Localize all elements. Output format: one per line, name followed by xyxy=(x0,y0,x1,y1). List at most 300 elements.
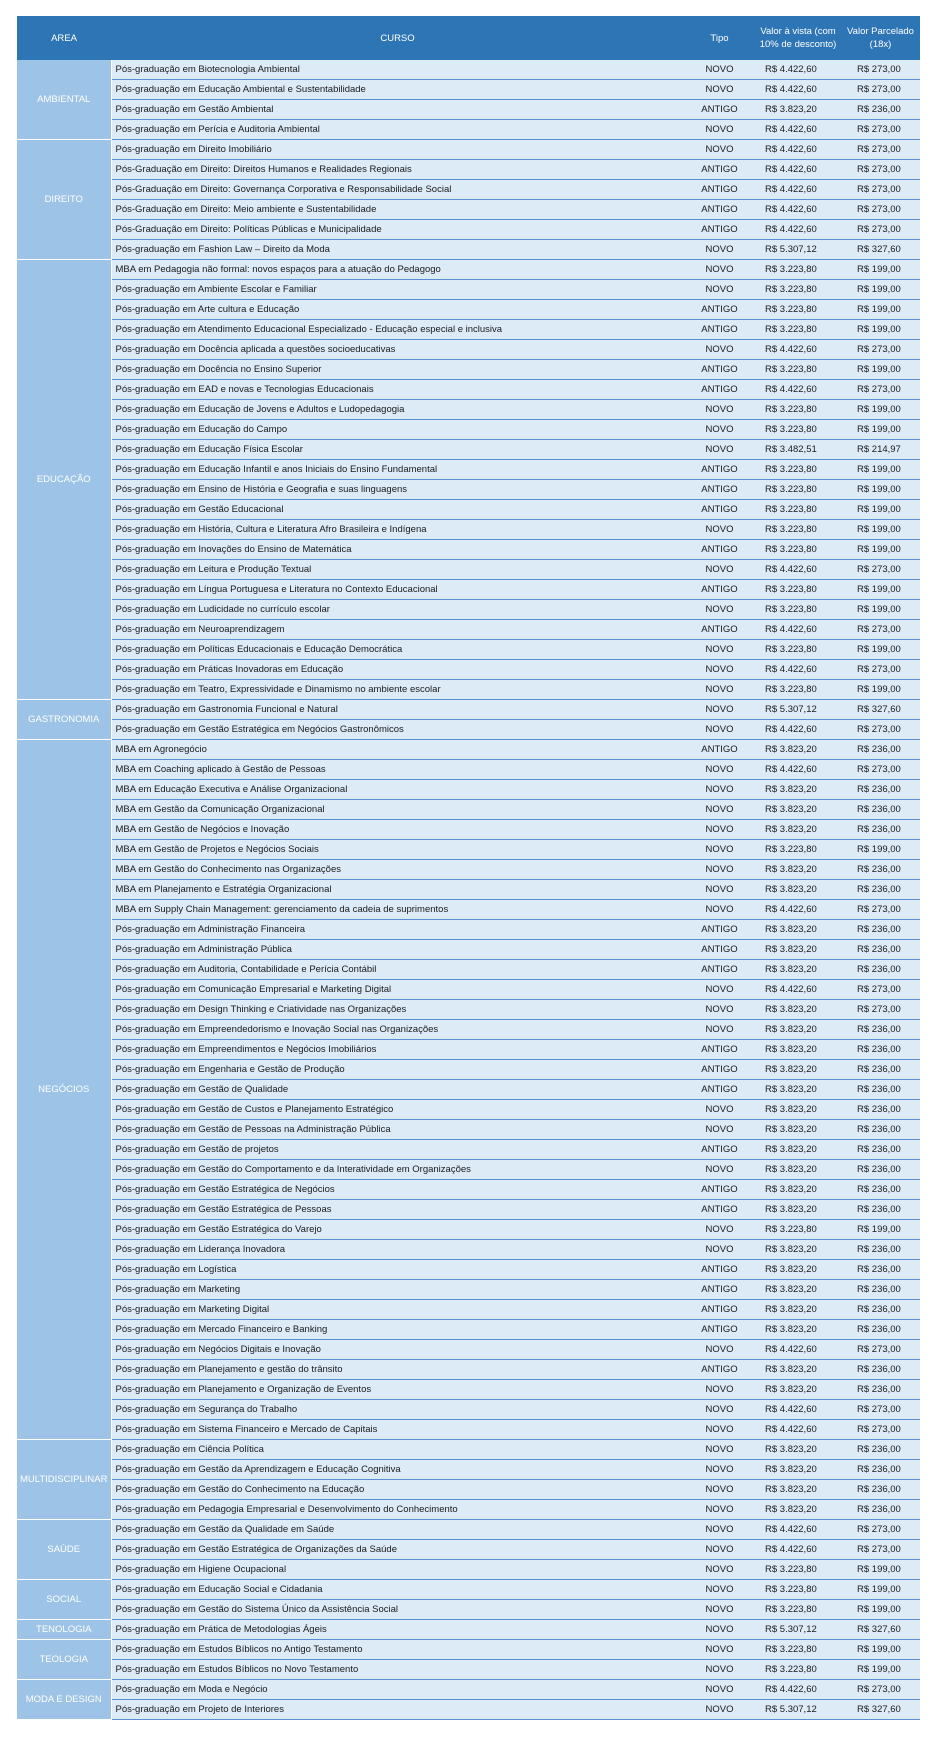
course-type-cell: NOVO xyxy=(684,1420,755,1440)
table-row xyxy=(17,160,920,180)
price-cash-cell: R$ 3.223,80 xyxy=(755,1220,841,1240)
price-installment-cell: R$ 273,00 xyxy=(841,120,920,140)
table-row xyxy=(17,280,920,300)
course-name-cell: Pós-graduação em Estudos Bíblicos no Novo Testamento xyxy=(111,1660,684,1680)
course-type-cell: ANTIGO xyxy=(684,460,755,480)
area-cell: EDUCAÇÃO xyxy=(17,260,111,700)
price-installment-cell: R$ 236,00 xyxy=(841,1020,920,1040)
course-type-cell: NOVO xyxy=(684,860,755,880)
price-cash-cell: R$ 3.823,20 xyxy=(755,1280,841,1300)
course-type-cell: ANTIGO xyxy=(684,380,755,400)
course-type-cell: NOVO xyxy=(684,1240,755,1260)
table-row xyxy=(17,180,920,200)
course-type-cell: NOVO xyxy=(684,1380,755,1400)
course-name-cell: Pós-graduação em Educação Infantil e anos Iniciais do Ensino Fundamental xyxy=(111,460,684,480)
price-installment-cell: R$ 199,00 xyxy=(841,580,920,600)
course-name-cell: MBA em Gestão do Conhecimento nas Organizações xyxy=(111,860,684,880)
course-name-cell: Pós-graduação em Fashion Law – Direito da Moda xyxy=(111,240,684,260)
table-row xyxy=(17,360,920,380)
area-cell: DIREITO xyxy=(17,140,111,260)
price-installment-cell: R$ 214,97 xyxy=(841,440,920,460)
table-row xyxy=(17,460,920,480)
course-name-cell: Pós-graduação em Higiene Ocupacional xyxy=(111,1560,684,1580)
table-row xyxy=(17,1520,920,1540)
course-type-cell: NOVO xyxy=(684,240,755,260)
price-installment-cell: R$ 273,00 xyxy=(841,1420,920,1440)
course-type-cell: NOVO xyxy=(684,420,755,440)
price-cash-cell: R$ 3.223,80 xyxy=(755,1600,841,1620)
course-type-cell: NOVO xyxy=(684,60,755,80)
course-name-cell: Pós-graduação em Gestão do Conhecimento na Educação xyxy=(111,1480,684,1500)
price-cash-cell: R$ 3.223,80 xyxy=(755,580,841,600)
table-row xyxy=(17,980,920,1000)
table-row xyxy=(17,740,920,760)
course-type-cell: NOVO xyxy=(684,760,755,780)
course-name-cell: Pós-Graduação em Direito: Direitos Humanos e Realidades Regionais xyxy=(111,160,684,180)
course-type-cell: ANTIGO xyxy=(684,480,755,500)
course-type-cell: NOVO xyxy=(684,1660,755,1680)
price-installment-cell: R$ 273,00 xyxy=(841,1000,920,1020)
course-type-cell: NOVO xyxy=(684,1520,755,1540)
course-type-cell: NOVO xyxy=(684,520,755,540)
price-installment-cell: R$ 273,00 xyxy=(841,980,920,1000)
course-name-cell: Pós-graduação em Gestão de Custos e Planejamento Estratégico xyxy=(111,1100,684,1120)
course-name-cell: Pós-graduação em Pedagogia Empresarial e Desenvolvimento do Conhecimento xyxy=(111,1500,684,1520)
price-installment-cell: R$ 199,00 xyxy=(841,400,920,420)
course-name-cell: Pós-graduação em Projeto de Interiores xyxy=(111,1700,684,1720)
course-type-cell: NOVO xyxy=(684,1120,755,1140)
course-type-cell: ANTIGO xyxy=(684,160,755,180)
course-type-cell: ANTIGO xyxy=(684,1360,755,1380)
course-type-cell: ANTIGO xyxy=(684,1200,755,1220)
price-installment-cell: R$ 199,00 xyxy=(841,1220,920,1240)
price-installment-cell: R$ 236,00 xyxy=(841,800,920,820)
price-cash-cell: R$ 3.823,20 xyxy=(755,100,841,120)
table-row xyxy=(17,1600,920,1620)
price-installment-cell: R$ 199,00 xyxy=(841,480,920,500)
course-type-cell: NOVO xyxy=(684,1500,755,1520)
course-type-cell: ANTIGO xyxy=(684,200,755,220)
price-installment-cell: R$ 199,00 xyxy=(841,280,920,300)
price-installment-cell: R$ 236,00 xyxy=(841,1060,920,1080)
course-type-cell: NOVO xyxy=(684,1640,755,1660)
price-installment-cell: R$ 273,00 xyxy=(841,760,920,780)
course-name-cell: Pós-graduação em Gestão Estratégica do Varejo xyxy=(111,1220,684,1240)
course-type-cell: NOVO xyxy=(684,1540,755,1560)
price-installment-cell: R$ 236,00 xyxy=(841,780,920,800)
table-row xyxy=(17,680,920,700)
table-row xyxy=(17,1580,920,1600)
price-installment-cell: R$ 273,00 xyxy=(841,560,920,580)
price-cash-cell: R$ 4.422,60 xyxy=(755,720,841,740)
table-row xyxy=(17,1700,920,1720)
table-row xyxy=(17,1220,920,1240)
table-row xyxy=(17,720,920,740)
course-type-cell: NOVO xyxy=(684,440,755,460)
price-installment-cell: R$ 199,00 xyxy=(841,260,920,280)
course-name-cell: Pós-graduação em Gestão Estratégica de Negócios xyxy=(111,1180,684,1200)
price-installment-cell: R$ 273,00 xyxy=(841,140,920,160)
price-cash-cell: R$ 3.223,80 xyxy=(755,520,841,540)
price-installment-cell: R$ 236,00 xyxy=(841,1300,920,1320)
course-name-cell: Pós-graduação em Gestão Ambiental xyxy=(111,100,684,120)
course-type-cell: ANTIGO xyxy=(684,580,755,600)
course-name-cell: Pós-graduação em Logística xyxy=(111,1260,684,1280)
price-cash-cell: R$ 3.482,51 xyxy=(755,440,841,460)
table-row xyxy=(17,1640,920,1660)
course-type-cell: ANTIGO xyxy=(684,1260,755,1280)
header-valor-parcelado: Valor Parcelado (18x) xyxy=(841,16,920,60)
course-type-cell: NOVO xyxy=(684,140,755,160)
course-type-cell: NOVO xyxy=(684,600,755,620)
course-name-cell: MBA em Gestão de Projetos e Negócios Sociais xyxy=(111,840,684,860)
course-name-cell: Pós-graduação em Ludicidade no currículo escolar xyxy=(111,600,684,620)
price-installment-cell: R$ 273,00 xyxy=(841,380,920,400)
price-installment-cell: R$ 199,00 xyxy=(841,540,920,560)
table-row xyxy=(17,1500,920,1520)
price-cash-cell: R$ 3.823,20 xyxy=(755,1060,841,1080)
price-installment-cell: R$ 236,00 xyxy=(841,1380,920,1400)
table-row xyxy=(17,1460,920,1480)
price-cash-cell: R$ 4.422,60 xyxy=(755,120,841,140)
price-installment-cell: R$ 199,00 xyxy=(841,1580,920,1600)
price-table-sheet xyxy=(17,16,920,1720)
table-row xyxy=(17,1060,920,1080)
price-installment-cell: R$ 273,00 xyxy=(841,200,920,220)
table-row xyxy=(17,400,920,420)
price-cash-cell: R$ 4.422,60 xyxy=(755,200,841,220)
area-cell: TEOLOGIA xyxy=(17,1640,111,1680)
price-cash-cell: R$ 4.422,60 xyxy=(755,1420,841,1440)
price-installment-cell: R$ 236,00 xyxy=(841,1100,920,1120)
price-cash-cell: R$ 4.422,60 xyxy=(755,620,841,640)
course-type-cell: ANTIGO xyxy=(684,180,755,200)
area-cell: SAÚDE xyxy=(17,1520,111,1580)
price-installment-cell: R$ 273,00 xyxy=(841,60,920,80)
price-installment-cell: R$ 236,00 xyxy=(841,1480,920,1500)
price-installment-cell: R$ 199,00 xyxy=(841,640,920,660)
course-type-cell: NOVO xyxy=(684,1440,755,1460)
course-name-cell: MBA em Agronegócio xyxy=(111,740,684,760)
course-type-cell: ANTIGO xyxy=(684,220,755,240)
course-name-cell: Pós-graduação em Administração Financeira xyxy=(111,920,684,940)
price-installment-cell: R$ 273,00 xyxy=(841,900,920,920)
price-installment-cell: R$ 199,00 xyxy=(841,320,920,340)
course-price-table xyxy=(17,16,920,1720)
price-cash-cell: R$ 3.823,20 xyxy=(755,1440,841,1460)
course-name-cell: Pós-graduação em Leitura e Produção Textual xyxy=(111,560,684,580)
course-type-cell: NOVO xyxy=(684,1000,755,1020)
course-type-cell: ANTIGO xyxy=(684,620,755,640)
price-installment-cell: R$ 236,00 xyxy=(841,1360,920,1380)
price-cash-cell: R$ 3.823,20 xyxy=(755,1460,841,1480)
table-row xyxy=(17,1340,920,1360)
price-installment-cell: R$ 199,00 xyxy=(841,300,920,320)
course-type-cell: NOVO xyxy=(684,560,755,580)
course-type-cell: NOVO xyxy=(684,1460,755,1480)
price-installment-cell: R$ 236,00 xyxy=(841,1120,920,1140)
price-installment-cell: R$ 236,00 xyxy=(841,1140,920,1160)
course-name-cell: Pós-graduação em Administração Pública xyxy=(111,940,684,960)
table-row xyxy=(17,880,920,900)
course-name-cell: MBA em Educação Executiva e Análise Organizacional xyxy=(111,780,684,800)
table-row xyxy=(17,540,920,560)
price-installment-cell: R$ 236,00 xyxy=(841,940,920,960)
course-name-cell: Pós-graduação em Empreendimentos e Negócios Imobiliários xyxy=(111,1040,684,1060)
table-row xyxy=(17,80,920,100)
course-type-cell: NOVO xyxy=(684,1620,755,1640)
course-type-cell: NOVO xyxy=(684,120,755,140)
course-name-cell: Pós-graduação em Gestão da Qualidade em Saúde xyxy=(111,1520,684,1540)
course-name-cell: Pós-graduação em Educação do Campo xyxy=(111,420,684,440)
price-cash-cell: R$ 3.823,20 xyxy=(755,1300,841,1320)
course-name-cell: Pós-graduação em Marketing xyxy=(111,1280,684,1300)
area-cell: AMBIENTAL xyxy=(17,60,111,140)
course-type-cell: NOVO xyxy=(684,840,755,860)
course-type-cell: NOVO xyxy=(684,400,755,420)
table-row xyxy=(17,1040,920,1060)
price-installment-cell: R$ 236,00 xyxy=(841,1460,920,1480)
price-cash-cell: R$ 3.823,20 xyxy=(755,860,841,880)
course-type-cell: NOVO xyxy=(684,1680,755,1700)
course-name-cell: Pós-graduação em Gestão do Sistema Único da Assistência Social xyxy=(111,1600,684,1620)
price-installment-cell: R$ 199,00 xyxy=(841,1660,920,1680)
price-cash-cell: R$ 3.823,20 xyxy=(755,1040,841,1060)
course-name-cell: Pós-graduação em Neuroaprendizagem xyxy=(111,620,684,640)
price-cash-cell: R$ 3.223,80 xyxy=(755,1580,841,1600)
price-cash-cell: R$ 3.823,20 xyxy=(755,1380,841,1400)
course-type-cell: NOVO xyxy=(684,1700,755,1720)
course-name-cell: Pós-graduação em Gestão de Qualidade xyxy=(111,1080,684,1100)
price-cash-cell: R$ 3.823,20 xyxy=(755,920,841,940)
table-row xyxy=(17,1180,920,1200)
price-installment-cell: R$ 273,00 xyxy=(841,620,920,640)
price-cash-cell: R$ 3.823,20 xyxy=(755,1160,841,1180)
price-installment-cell: R$ 236,00 xyxy=(841,1040,920,1060)
price-cash-cell: R$ 4.422,60 xyxy=(755,900,841,920)
area-cell: MULTIDISCIPLINAR xyxy=(17,1440,111,1520)
price-cash-cell: R$ 3.823,20 xyxy=(755,880,841,900)
price-installment-cell: R$ 236,00 xyxy=(841,1080,920,1100)
table-row xyxy=(17,1540,920,1560)
course-name-cell: Pós-graduação em Planejamento e Organização de Eventos xyxy=(111,1380,684,1400)
table-row xyxy=(17,1260,920,1280)
price-cash-cell: R$ 3.223,80 xyxy=(755,360,841,380)
table-row xyxy=(17,340,920,360)
price-cash-cell: R$ 3.823,20 xyxy=(755,960,841,980)
price-installment-cell: R$ 199,00 xyxy=(841,1600,920,1620)
price-installment-cell: R$ 327,60 xyxy=(841,240,920,260)
table-row xyxy=(17,1240,920,1260)
price-installment-cell: R$ 236,00 xyxy=(841,1160,920,1180)
course-type-cell: ANTIGO xyxy=(684,940,755,960)
price-cash-cell: R$ 3.823,20 xyxy=(755,1260,841,1280)
course-name-cell: MBA em Gestão da Comunicação Organizacional xyxy=(111,800,684,820)
area-cell: NEGÓCIOS xyxy=(17,740,111,1440)
course-type-cell: NOVO xyxy=(684,1480,755,1500)
table-row xyxy=(17,520,920,540)
course-name-cell: Pós-graduação em Ensino de História e Geografia e suas linguagens xyxy=(111,480,684,500)
course-type-cell: NOVO xyxy=(684,660,755,680)
course-type-cell: ANTIGO xyxy=(684,100,755,120)
course-type-cell: NOVO xyxy=(684,1560,755,1580)
price-cash-cell: R$ 3.823,20 xyxy=(755,1000,841,1020)
table-row xyxy=(17,60,920,80)
price-cash-cell: R$ 4.422,60 xyxy=(755,1340,841,1360)
price-cash-cell: R$ 4.422,60 xyxy=(755,1400,841,1420)
course-type-cell: NOVO xyxy=(684,80,755,100)
course-name-cell: Pós-graduação em Docência no Ensino Superior xyxy=(111,360,684,380)
price-cash-cell: R$ 3.223,80 xyxy=(755,460,841,480)
course-name-cell: Pós-graduação em Marketing Digital xyxy=(111,1300,684,1320)
price-cash-cell: R$ 5.307,12 xyxy=(755,240,841,260)
table-row xyxy=(17,1300,920,1320)
price-installment-cell: R$ 236,00 xyxy=(841,1200,920,1220)
price-cash-cell: R$ 4.422,60 xyxy=(755,660,841,680)
header-curso: CURSO xyxy=(111,16,684,60)
table-row xyxy=(17,1680,920,1700)
table-row xyxy=(17,560,920,580)
price-cash-cell: R$ 3.823,20 xyxy=(755,800,841,820)
table-body xyxy=(17,60,920,1720)
course-type-cell: NOVO xyxy=(684,820,755,840)
area-cell: TENOLOGIA xyxy=(17,1620,111,1640)
price-installment-cell: R$ 236,00 xyxy=(841,1180,920,1200)
course-name-cell: MBA em Gestão de Negócios e Inovação xyxy=(111,820,684,840)
price-installment-cell: R$ 273,00 xyxy=(841,160,920,180)
table-row xyxy=(17,1620,920,1640)
table-row xyxy=(17,620,920,640)
price-cash-cell: R$ 3.823,20 xyxy=(755,1020,841,1040)
course-name-cell: Pós-graduação em Arte cultura e Educação xyxy=(111,300,684,320)
course-type-cell: ANTIGO xyxy=(684,1080,755,1100)
course-name-cell: Pós-graduação em Ambiente Escolar e Familiar xyxy=(111,280,684,300)
course-name-cell: Pós-graduação em Segurança do Trabalho xyxy=(111,1400,684,1420)
table-row xyxy=(17,1400,920,1420)
course-name-cell: Pós-graduação em Biotecnologia Ambiental xyxy=(111,60,684,80)
table-row xyxy=(17,420,920,440)
course-name-cell: Pós-Graduação em Direito: Governança Corporativa e Responsabilidade Social xyxy=(111,180,684,200)
table-row xyxy=(17,260,920,280)
course-type-cell: ANTIGO xyxy=(684,1300,755,1320)
course-type-cell: ANTIGO xyxy=(684,1140,755,1160)
course-type-cell: NOVO xyxy=(684,1340,755,1360)
price-cash-cell: R$ 4.422,60 xyxy=(755,80,841,100)
course-name-cell: Pós-graduação em Práticas Inovadoras em Educação xyxy=(111,660,684,680)
course-type-cell: NOVO xyxy=(684,780,755,800)
course-name-cell: Pós-graduação em Gestão de Pessoas na Administração Pública xyxy=(111,1120,684,1140)
table-row xyxy=(17,300,920,320)
course-name-cell: MBA em Planejamento e Estratégia Organizacional xyxy=(111,880,684,900)
course-type-cell: NOVO xyxy=(684,1160,755,1180)
price-installment-cell: R$ 236,00 xyxy=(841,820,920,840)
price-cash-cell: R$ 3.223,80 xyxy=(755,300,841,320)
table-row xyxy=(17,1140,920,1160)
table-row xyxy=(17,640,920,660)
course-type-cell: NOVO xyxy=(684,680,755,700)
price-cash-cell: R$ 3.223,80 xyxy=(755,1640,841,1660)
table-row xyxy=(17,780,920,800)
table-row xyxy=(17,500,920,520)
price-cash-cell: R$ 4.422,60 xyxy=(755,140,841,160)
price-cash-cell: R$ 4.422,60 xyxy=(755,1680,841,1700)
course-name-cell: Pós-graduação em Educação Física Escolar xyxy=(111,440,684,460)
course-type-cell: ANTIGO xyxy=(684,500,755,520)
table-row xyxy=(17,900,920,920)
course-type-cell: ANTIGO xyxy=(684,1280,755,1300)
table-row xyxy=(17,200,920,220)
price-cash-cell: R$ 4.422,60 xyxy=(755,380,841,400)
table-row xyxy=(17,960,920,980)
price-cash-cell: R$ 3.223,80 xyxy=(755,320,841,340)
price-installment-cell: R$ 273,00 xyxy=(841,720,920,740)
price-installment-cell: R$ 273,00 xyxy=(841,220,920,240)
price-installment-cell: R$ 199,00 xyxy=(841,680,920,700)
price-cash-cell: R$ 4.422,60 xyxy=(755,980,841,1000)
price-installment-cell: R$ 199,00 xyxy=(841,1640,920,1660)
area-cell: MODA E DESIGN xyxy=(17,1680,111,1720)
price-cash-cell: R$ 5.307,12 xyxy=(755,700,841,720)
course-name-cell: Pós-graduação em Auditoria, Contabilidade e Perícia Contábil xyxy=(111,960,684,980)
course-name-cell: Pós-graduação em Direito Imobiliário xyxy=(111,140,684,160)
course-type-cell: ANTIGO xyxy=(684,960,755,980)
price-cash-cell: R$ 4.422,60 xyxy=(755,340,841,360)
price-cash-cell: R$ 3.823,20 xyxy=(755,1120,841,1140)
table-row xyxy=(17,940,920,960)
course-name-cell: Pós-graduação em Língua Portuguesa e Literatura no Contexto Educacional xyxy=(111,580,684,600)
table-row xyxy=(17,1080,920,1100)
course-type-cell: NOVO xyxy=(684,1400,755,1420)
price-installment-cell: R$ 273,00 xyxy=(841,340,920,360)
price-cash-cell: R$ 3.823,20 xyxy=(755,740,841,760)
course-name-cell: Pós-graduação em Gestão Educacional xyxy=(111,500,684,520)
course-type-cell: ANTIGO xyxy=(684,1060,755,1080)
price-installment-cell: R$ 236,00 xyxy=(841,1260,920,1280)
course-name-cell: Pós-graduação em Design Thinking e Criatividade nas Organizações xyxy=(111,1000,684,1020)
price-installment-cell: R$ 236,00 xyxy=(841,860,920,880)
table-row xyxy=(17,580,920,600)
course-type-cell: NOVO xyxy=(684,1100,755,1120)
table-row xyxy=(17,1280,920,1300)
course-name-cell: Pós-graduação em Perícia e Auditoria Ambiental xyxy=(111,120,684,140)
course-name-cell: MBA em Coaching aplicado à Gestão de Pessoas xyxy=(111,760,684,780)
course-name-cell: Pós-graduação em Educação Social e Cidadania xyxy=(111,1580,684,1600)
course-name-cell: Pós-graduação em Inovações do Ensino de Matemática xyxy=(111,540,684,560)
course-name-cell: Pós-graduação em Engenharia e Gestão de Produção xyxy=(111,1060,684,1080)
price-cash-cell: R$ 3.823,20 xyxy=(755,780,841,800)
table-row xyxy=(17,240,920,260)
table-row xyxy=(17,760,920,780)
price-installment-cell: R$ 273,00 xyxy=(841,1520,920,1540)
price-cash-cell: R$ 3.823,20 xyxy=(755,1100,841,1120)
price-cash-cell: R$ 3.823,20 xyxy=(755,1360,841,1380)
course-name-cell: Pós-graduação em Políticas Educacionais e Educação Democrática xyxy=(111,640,684,660)
course-name-cell: Pós-graduação em Comunicação Empresarial e Marketing Digital xyxy=(111,980,684,1000)
course-type-cell: NOVO xyxy=(684,1580,755,1600)
price-cash-cell: R$ 4.422,60 xyxy=(755,60,841,80)
price-installment-cell: R$ 236,00 xyxy=(841,740,920,760)
price-cash-cell: R$ 3.223,80 xyxy=(755,280,841,300)
course-name-cell: Pós-graduação em Educação Ambiental e Sustentabilidade xyxy=(111,80,684,100)
price-cash-cell: R$ 3.223,80 xyxy=(755,400,841,420)
course-type-cell: NOVO xyxy=(684,800,755,820)
course-name-cell: Pós-graduação em Gestão Estratégica em Negócios Gastronômicos xyxy=(111,720,684,740)
area-cell: GASTRONOMIA xyxy=(17,700,111,740)
price-installment-cell: R$ 273,00 xyxy=(841,80,920,100)
course-type-cell: ANTIGO xyxy=(684,540,755,560)
price-installment-cell: R$ 236,00 xyxy=(841,1240,920,1260)
course-name-cell: Pós-graduação em Ciência Política xyxy=(111,1440,684,1460)
